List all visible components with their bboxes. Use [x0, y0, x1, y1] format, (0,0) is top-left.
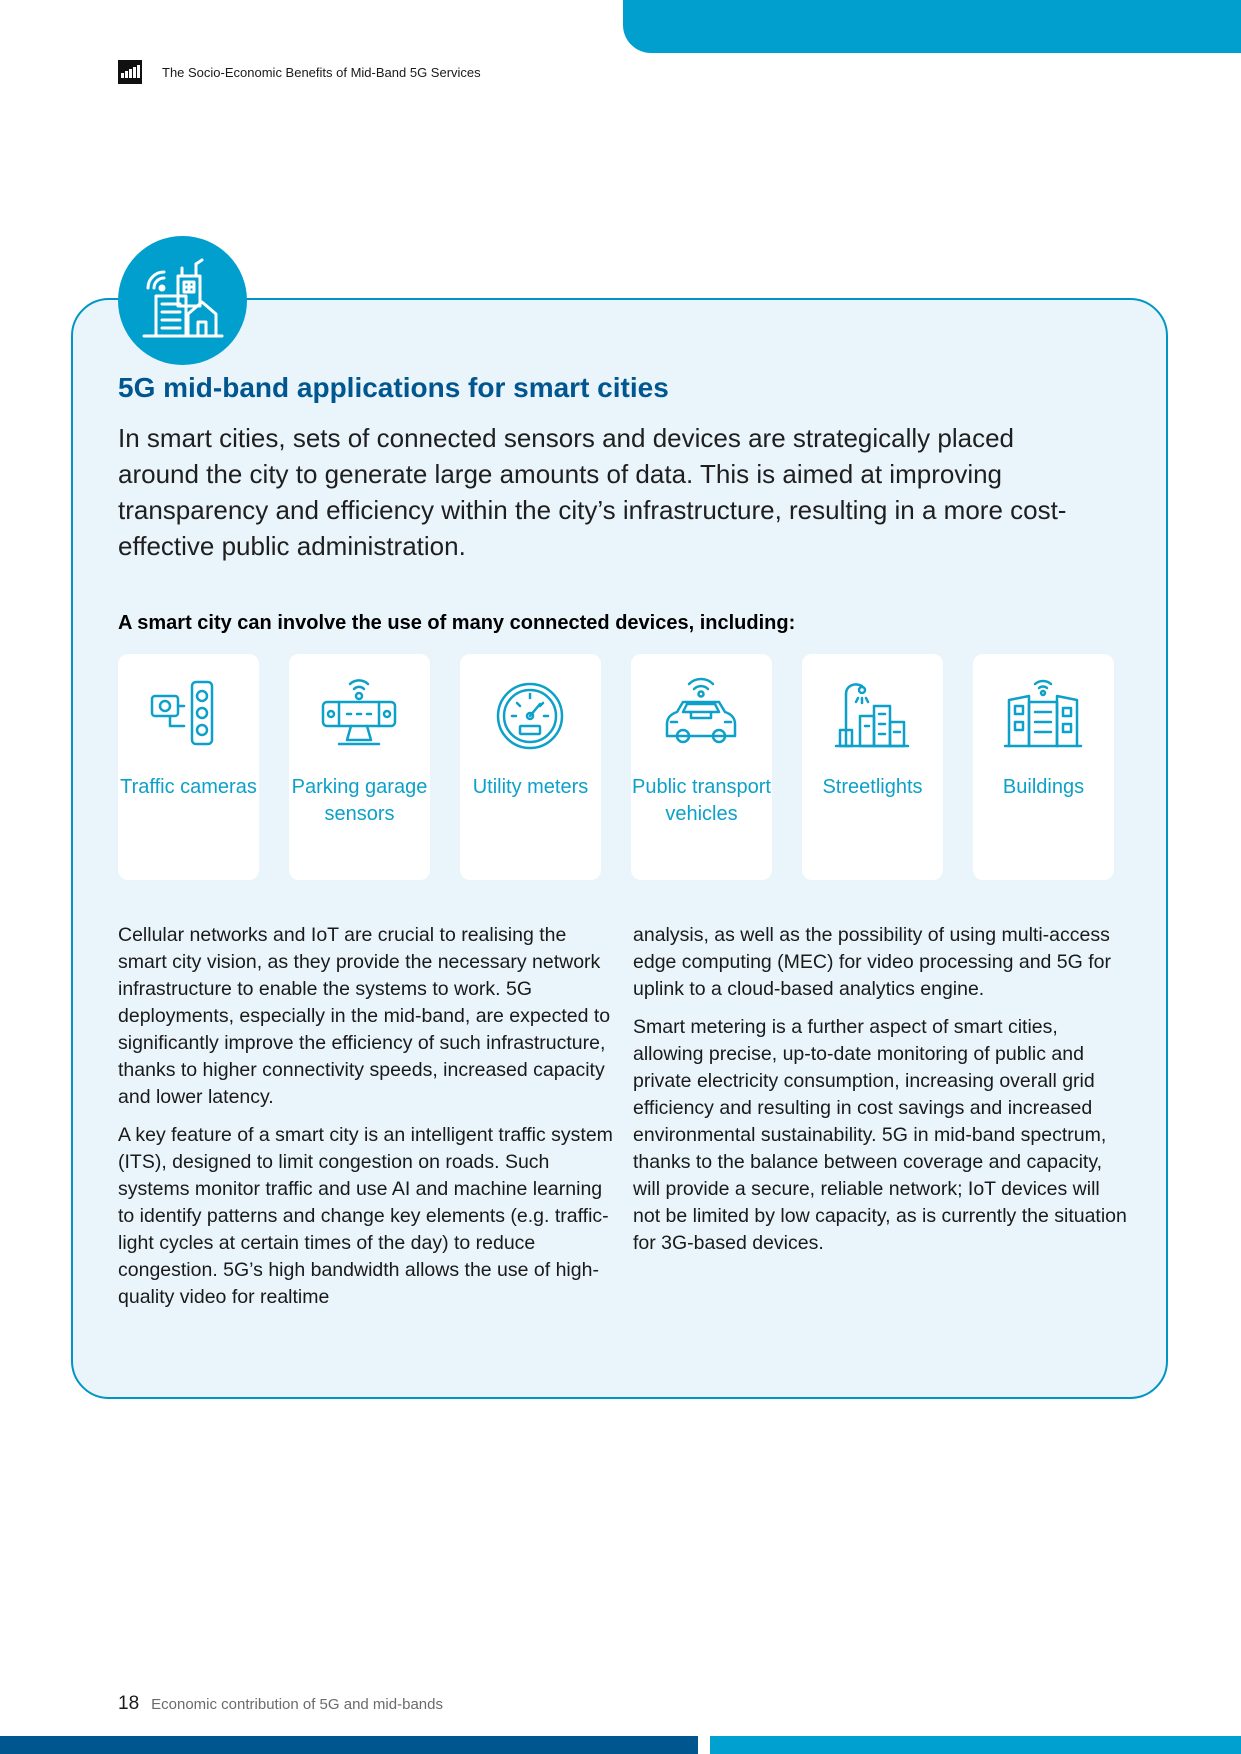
- bottom-bar-light: [710, 1736, 1241, 1754]
- devices-heading: A smart city can involve the use of many connected devices, including:: [118, 612, 796, 634]
- top-accent-tab: [623, 0, 1241, 53]
- device-tile-buildings: [973, 654, 1114, 880]
- device-tile-streetlights: [802, 654, 943, 880]
- section-name: Economic contribution of 5G and mid-bands: [151, 1696, 443, 1713]
- traffic-camera-icon: [148, 674, 229, 754]
- device-tile-traffic-cameras: [118, 654, 259, 880]
- parking-sensor-icon: [319, 674, 400, 754]
- body-paragraph: Smart metering is a further aspect of smart cities, allowing precise, up-to-date monitoring of public and private electricity consumption, increasing overall grid efficiency and resulting in cost savings and increased environmental sustainability. 5G in mid-band spectrum, thanks to the balance between coverage and capacity, will provide a secure, reliable network; IoT devices will not be limited by low capacity, as is currently the situation for 3G-based devices.: [633, 1016, 1127, 1254]
- streetlight-icon: [832, 674, 913, 754]
- device-label: Utility meters: [472, 776, 589, 798]
- device-tile-utility-meters: [460, 654, 601, 880]
- box-title: 5G mid-band applications for smart cities: [118, 372, 669, 403]
- device-label: Traffic cameras: [120, 776, 257, 798]
- body-paragraph: A key feature of a smart city is an intelligent traffic system (ITS), designed to limit congestion on roads. Such systems monitor traffic and use AI and machine learning to identify patterns and change key elements (e.g. traffic-light cycles at certain times of the day) to reduce congestion. 5G’s high bandwidth allows the use of high-quality video for realtime: [118, 1124, 613, 1308]
- intro-paragraph: In smart cities, sets of connected sensors and devices are strategically placed around the city to generate large amounts of data. This is aimed at improving transparency and efficiency within the city’s infrastructure, resulting in a more cost-effective public administration.: [118, 423, 1067, 561]
- organization-logo-icon: [118, 60, 142, 84]
- body-paragraph: Cellular networks and IoT are crucial to realising the smart city vision, as they provide the necessary network infrastructure to enable the systems to work. 5G deployments, especially in the mid-band, are expected to significantly improve the efficiency of such infrastructure, thanks to higher connectivity speeds, increased capacity and lower latency.: [118, 924, 611, 1108]
- body-column-right: [633, 922, 1129, 1268]
- device-label: Buildings: [1002, 776, 1085, 798]
- document-title: The Socio-Economic Benefits of Mid-Band 5G Services: [162, 64, 481, 80]
- body-paragraph: analysis, as well as the possibility of using multi-access edge computing (MEC) for video processing and 5G for uplink to a cloud-based analytics engine.: [633, 924, 1111, 1000]
- body-column-left: [118, 922, 614, 1322]
- device-label: Parking garage sensors: [291, 776, 428, 825]
- device-tiles: [118, 654, 1116, 880]
- utility-meter-icon: [490, 674, 571, 754]
- page-footer: [118, 1693, 443, 1715]
- device-tile-parking-sensors: [289, 654, 430, 880]
- page-header: [118, 60, 481, 84]
- smart-building-icon: [1003, 674, 1084, 754]
- connected-vehicle-icon: [661, 674, 742, 754]
- bottom-bar-dark: [0, 1736, 698, 1754]
- device-label: Streetlights: [822, 776, 923, 798]
- page-number: 18: [118, 1693, 140, 1714]
- smart-city-icon: [118, 236, 247, 365]
- device-label: Public transport vehicles: [632, 776, 771, 825]
- device-tile-public-transport: [631, 654, 772, 880]
